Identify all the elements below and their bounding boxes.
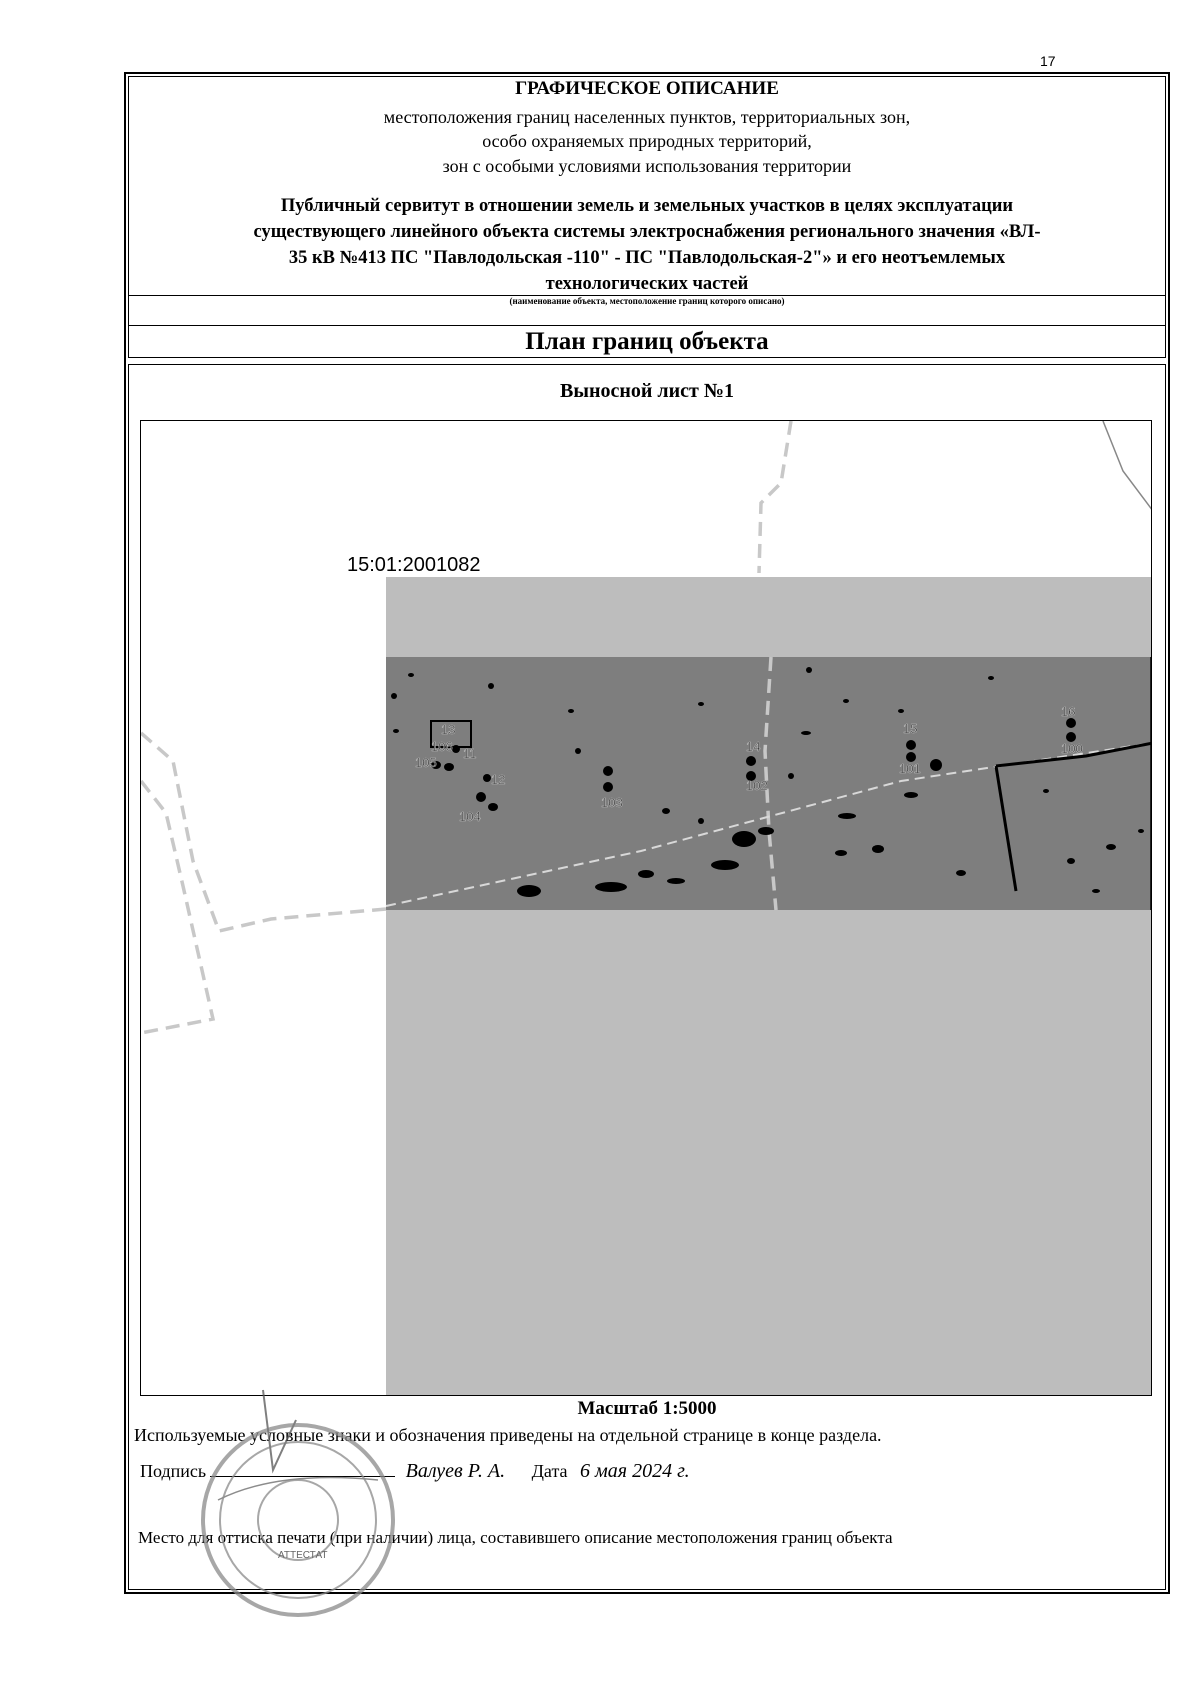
document-title: ГРАФИЧЕСКОЕ ОПИСАНИЕ [515, 78, 779, 99]
map-view [140, 420, 1152, 1396]
object-line: 35 кВ №413 ПС "Павлодольская -110" - ПС "Павлодольская-2"» и его неотъемлемых [288, 248, 1006, 268]
page-number: 17 [1040, 53, 1056, 69]
point-label-12: 12 [491, 772, 506, 787]
object-name [128, 193, 1166, 297]
legend-note: Используемые условные знаки и обозначения приведены на отдельной странице в конце раздела. [134, 1425, 882, 1445]
road-lines [1103, 421, 1152, 511]
object-line: Публичный сервитут в отношении земель и земельных участков в целях эксплуатации [280, 196, 1014, 216]
plan-title: План границ объекта [525, 328, 769, 355]
map-scale: Масштаб 1:5000 [577, 1398, 717, 1419]
point-label-14: 14 [746, 739, 761, 754]
point-label-11: 11 [463, 746, 477, 761]
point-label-16: 16 [1061, 704, 1076, 719]
point-label-104: 104 [459, 809, 481, 824]
date-value: 6 мая 2024 г. [580, 1460, 690, 1482]
sheet-title: Выносной лист №1 [560, 380, 734, 402]
object-caption: (наименование объекта, местоположение границ которого описано) [509, 296, 785, 306]
object-line: существующего линейного объекта системы электроснабжения регионального значения «ВЛ- [253, 222, 1041, 242]
stamp-text: АТТЕСТАТ [278, 1550, 328, 1561]
point-label-15: 15 [903, 721, 918, 736]
object-line: технологических частей [545, 274, 749, 294]
point-label-13: 13 [441, 722, 456, 737]
cadastral-number: 15:01:2001082 [347, 554, 481, 576]
subtitle-line: зон с особыми условиями использования территории [442, 156, 852, 176]
signature-label: Подпись [140, 1461, 207, 1481]
point-label-103: 103 [601, 795, 623, 810]
seal-stamp [178, 1380, 418, 1630]
stamp-place-note: Место для оттиска печати (при наличии) лица, составившего описание местоположения границ объекта [138, 1528, 893, 1547]
point-label-105: 105 [415, 755, 437, 770]
point-label-101: 101 [899, 761, 921, 776]
subtitle-line: местоположения границ населенных пунктов, территориальных зон, [383, 107, 911, 127]
point-label-100: 100 [1061, 741, 1083, 756]
signer-name: Валуев Р. А. [405, 1460, 506, 1482]
map-canvas [141, 421, 1152, 1396]
point-label-106: 106 [431, 739, 453, 754]
header-divider [128, 325, 1166, 326]
point-label-102: 102 [746, 778, 768, 793]
subtitle-line: особо охраняемых природных территорий, [482, 131, 812, 151]
date-label: Дата [531, 1461, 568, 1481]
